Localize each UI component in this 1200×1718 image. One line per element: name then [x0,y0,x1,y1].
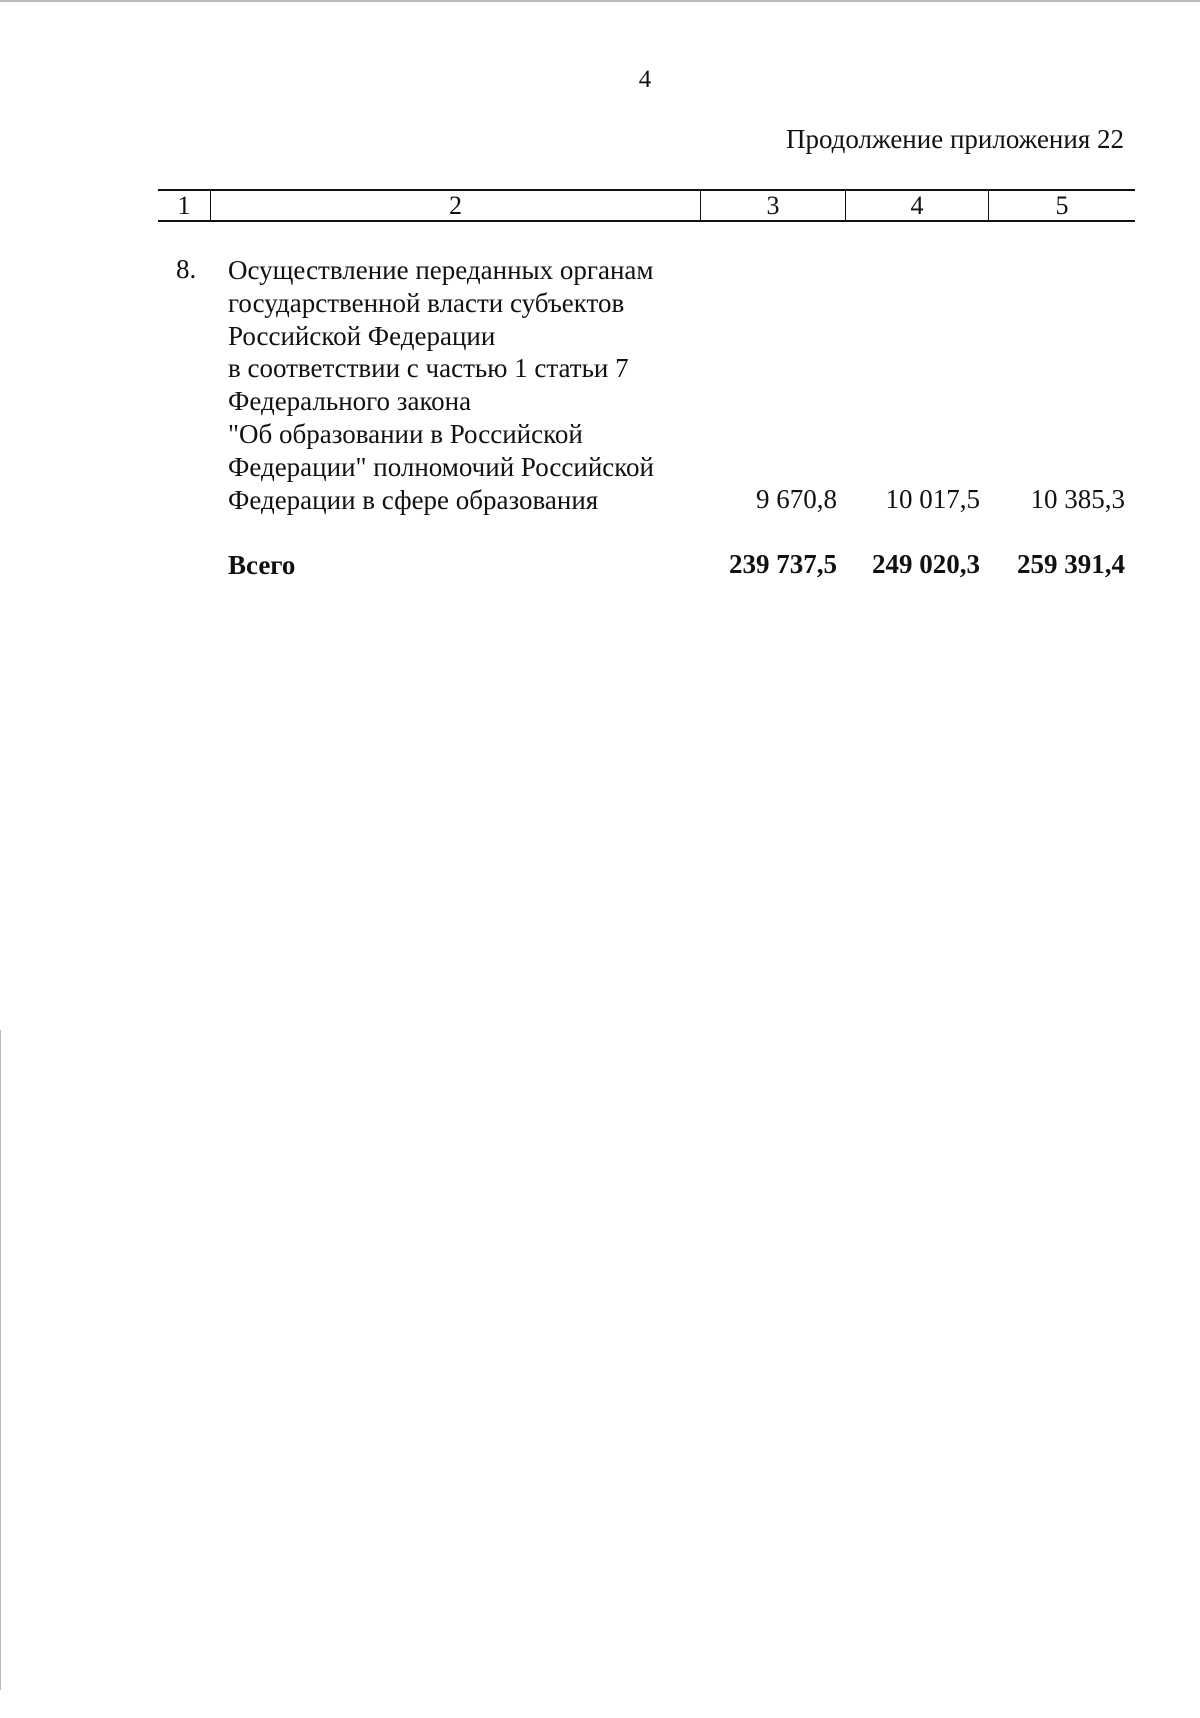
column-header-3: 3 [701,191,846,220]
row-value-col4: 10 017,5 [885,484,980,514]
total-label: Всего [228,550,296,580]
column-header-1: 1 [158,191,211,220]
scan-edge-left [0,1030,1,1690]
description-line: Федерации" полномочий Российской [228,451,654,482]
description-line: в соответствии с частью 1 статьи 7 [228,353,629,384]
table-column-header-row [158,189,1135,222]
description-line: государственной власти субъектов [228,287,625,318]
row-number: 8. [176,254,197,284]
description-line: Федерации в сфере образования [228,484,599,515]
column-header-4: 4 [846,191,989,220]
column-header-2: 2 [211,191,701,220]
total-value-col5: 259 391,4 [1017,549,1125,579]
description-line: "Об образовании в Российской [228,418,583,449]
description-line: Осуществление переданных органам [228,255,654,285]
row-value-col5: 10 385,3 [1030,484,1125,514]
row-value-col3: 9 670,8 [756,484,837,514]
total-value-col4: 249 020,3 [872,549,980,579]
continuation-title: Продолжение приложения 22 [785,124,1124,154]
row-description [228,254,708,516]
description-line: Федерального закона [228,386,472,417]
scan-edge-top [0,0,1200,2]
column-header-5: 5 [1055,191,1069,220]
page-number: 4 [638,66,652,93]
total-value-col3: 239 737,5 [729,549,837,579]
description-line: Российской Федерации [228,320,496,351]
